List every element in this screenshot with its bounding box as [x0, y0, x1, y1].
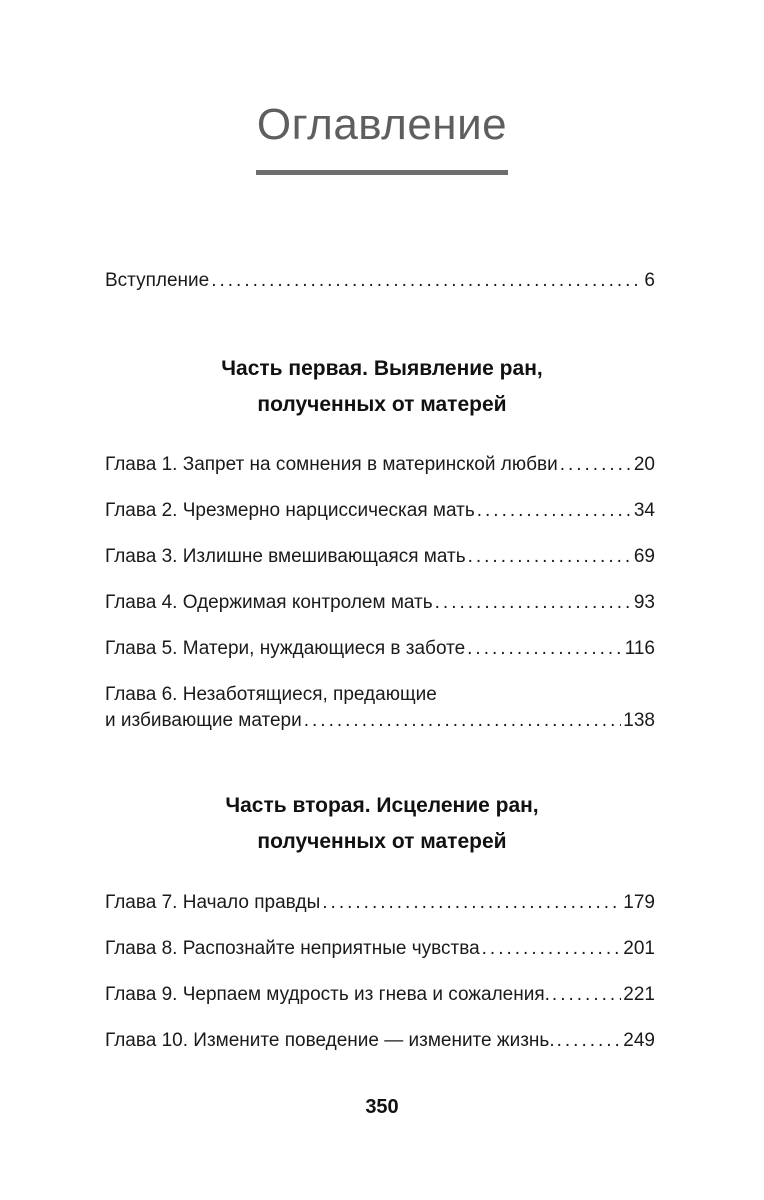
toc-entry-page: 249: [623, 1030, 655, 1051]
part2-heading-line1: Часть вторая. Исцеление ран,: [225, 794, 539, 817]
toc-entry-label-line1: Глава 6. Незаботящиеся, предающие: [105, 684, 437, 705]
part1-heading-line1: Часть первая. Выявление ран,: [221, 357, 543, 380]
leader-dots: [304, 708, 622, 734]
toc-entry-page: 6: [644, 270, 655, 291]
toc-entry-chapter-8: [105, 936, 655, 962]
toc-entry-label: Глава 10. Измените поведение — измените жизнь.: [105, 1030, 555, 1051]
toc-entry-chapter-5: [105, 636, 655, 662]
part1-chapter-list: [105, 452, 655, 734]
toc-entry-label: Глава 9. Черпаем мудрость из гнева и сожаления.: [105, 984, 550, 1005]
leader-dots: [467, 636, 623, 662]
part2-heading: [0, 788, 764, 860]
toc-entry-chapter-10: [105, 1028, 655, 1054]
part1-heading: [0, 351, 764, 423]
toc-entry-label: Глава 1. Запрет на сомнения в материнской любви: [105, 454, 558, 475]
title-underline: [256, 170, 508, 175]
toc-entry-chapter-1: [105, 452, 655, 478]
toc-entry-chapter-4: [105, 590, 655, 616]
leader-dots: [468, 544, 632, 570]
toc-entry-page: 201: [623, 938, 655, 959]
toc-entry-chapter-6: [105, 682, 655, 734]
page-title: Оглавление: [256, 100, 508, 149]
toc-entry-chapter-7: [105, 890, 655, 916]
leader-dots: [322, 890, 621, 916]
toc-entry-intro: [105, 268, 655, 294]
page-folio: 350: [365, 1096, 399, 1118]
toc-entry-page: 20: [633, 454, 655, 475]
toc-entry-page: 138: [623, 710, 655, 731]
leader-dots: [557, 1028, 622, 1054]
part1-heading-line2: полученных от матерей: [257, 393, 507, 416]
part2-chapter-list: [105, 890, 655, 1054]
toc-entry-chapter-9: [105, 982, 655, 1008]
toc-entry-label: Глава 2. Чрезмерно нарциссическая мать: [105, 500, 475, 521]
toc-entry-chapter-3: [105, 544, 655, 570]
toc-entry-page: 34: [633, 500, 655, 521]
leader-dots: [435, 590, 632, 616]
toc-intro: [105, 268, 655, 294]
toc-entry-label: Глава 3. Излишне вмешивающаяся мать: [105, 546, 466, 567]
leader-dots: [211, 268, 642, 294]
toc-entry-label: Глава 7. Начало правды: [105, 892, 321, 913]
leader-dots: [477, 498, 632, 524]
toc-entry-label: Вступление: [105, 270, 210, 291]
toc-entry-label: Глава 5. Матери, нуждающиеся в заботе: [105, 638, 466, 659]
toc-entry-chapter-2: [105, 498, 655, 524]
leader-dots: [552, 982, 621, 1008]
toc-entry-page: 221: [623, 984, 655, 1005]
toc-entry-page: 179: [623, 892, 655, 913]
leader-dots: [482, 936, 622, 962]
toc-entry-page: 116: [624, 638, 655, 659]
toc-entry-label: Глава 8. Распознайте неприятные чувства: [105, 938, 480, 959]
toc-entry-label: Глава 4. Одержимая контролем мать: [105, 592, 433, 613]
toc-entry-page: 93: [633, 592, 655, 613]
part2-heading-line2: полученных от матерей: [257, 830, 507, 853]
leader-dots: [560, 452, 632, 478]
toc-entry-label-line2: и избивающие матери: [105, 710, 302, 731]
toc-entry-page: 69: [633, 546, 655, 567]
